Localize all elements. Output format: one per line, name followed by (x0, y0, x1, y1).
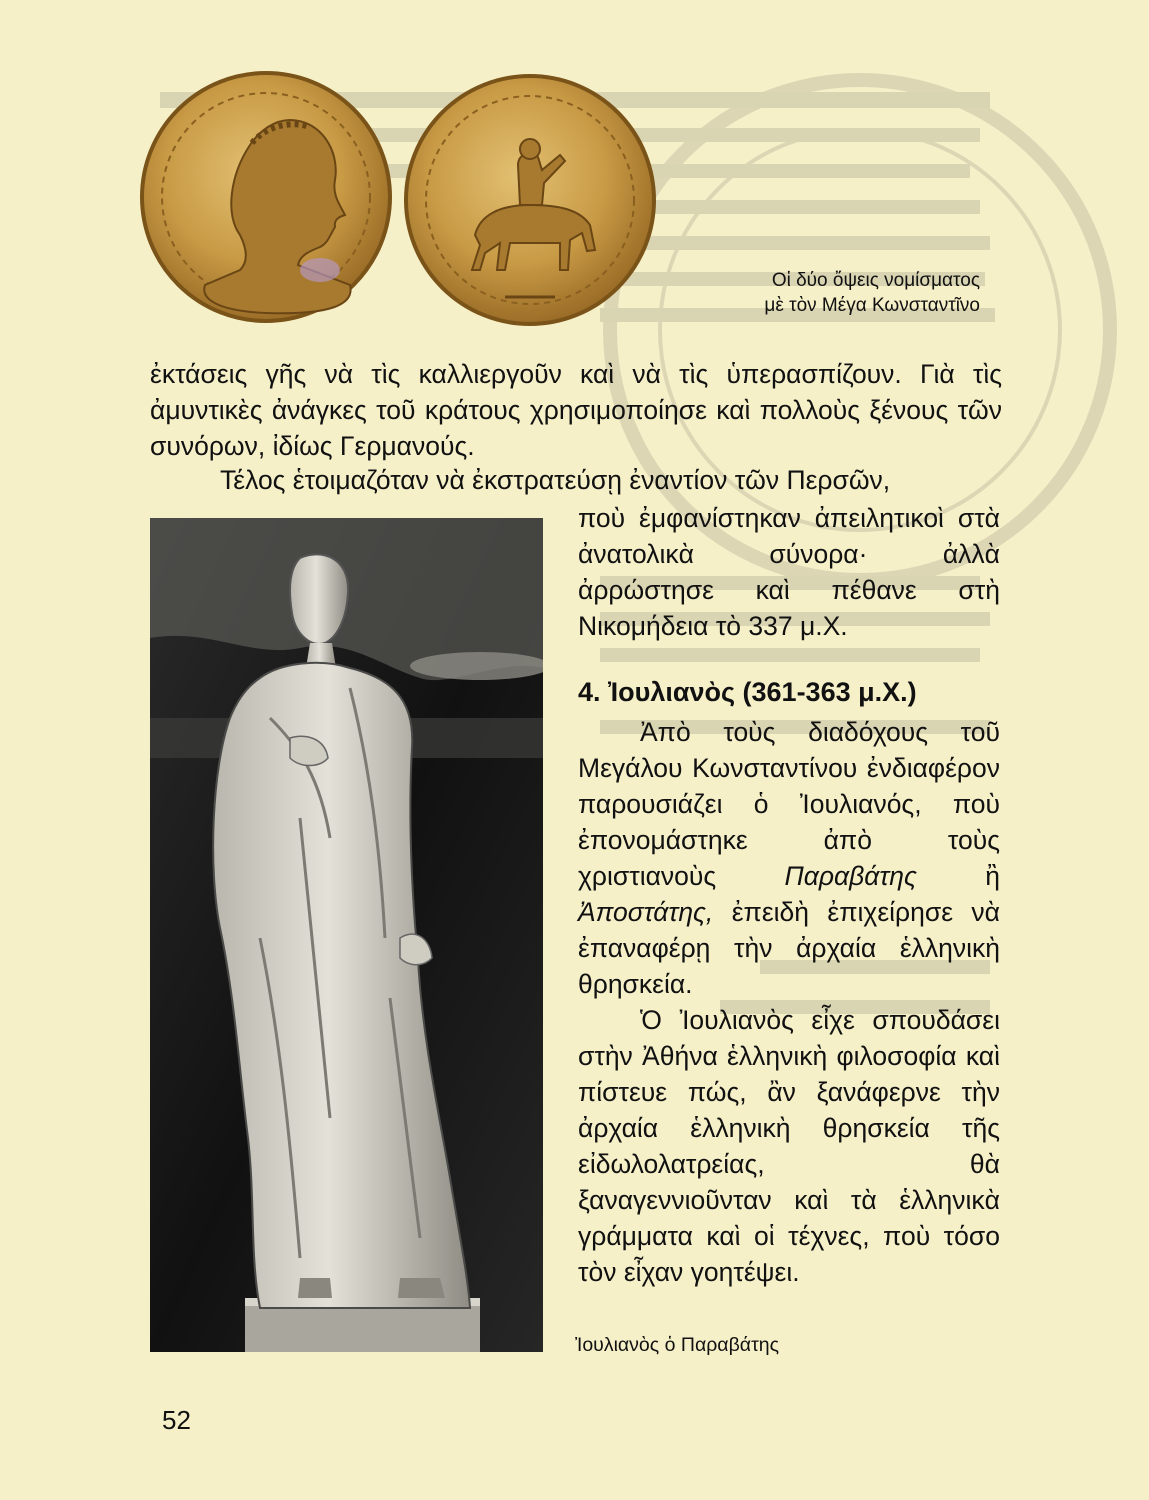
paragraph-3-text-a: Ἀπὸ τοὺς διαδόχους τοῦ Μεγάλου Κωνσταντίνου ἐνδιαφέρον παρουσιάζει ὁ Ἰουλιανός, ποὺ ἐπονομάστηκε ἀπὸ τοὺς χριστιανοὺς (578, 717, 1000, 891)
paragraph-3 (578, 714, 1000, 1002)
paragraph-3-text-c: ἐπειδὴ ἐπιχείρησε νὰ ἐπαναφέρῃ τὴν ἀρχαία ἑλληνικὴ θρησκεία. (578, 897, 1000, 999)
coin-images (140, 65, 660, 335)
coin-caption (600, 268, 980, 318)
paragraph-1: ἐκτάσεις γῆς νὰ τὶς καλλιεργοῦν καὶ νὰ τὶς ὑπερασπίζουν. Γιὰ τὶς ἀμυντικὲς ἀνάγκες τοῦ κράτους χρησιμοποίησε καὶ πολλοὺς ξένους τῶν συνόρων, ἰδίως Γερμανούς. (150, 359, 1002, 461)
term-apostatis: Ἀποστάτης, (578, 897, 714, 927)
coin-obverse (142, 73, 390, 321)
coin-caption-line-1: Οἱ δύο ὄψεις νομίσματος (771, 270, 980, 291)
section-heading-julian: 4. Ἰουλιανὸς (361-363 μ.Χ.) (578, 677, 917, 707)
paragraph-2-start: Τέλος ἑτοιμαζόταν νὰ ἐκστρατεύσῃ ἐναντίον τῶν Περσῶν, (220, 465, 891, 495)
statue-photo (150, 518, 543, 1352)
paragraph-3-text-b: ἢ (916, 861, 1000, 891)
paragraph-2-continued: ποὺ ἐμφανίστηκαν ἀπειλητικοὶ στὰ ἀνατολικὰ σύνορα· ἀλλὰ ἀρρώστησε καὶ πέθανε στὴ Νικομήδεια τὸ 337 μ.Χ. (578, 503, 1000, 641)
paragraph-4: Ὁ Ἰουλιανὸς εἶχε σπουδάσει στὴν Ἀθήνα ἑλληνικὴ φιλοσοφία καὶ πίστευε πώς, ἂν ξανάφερνε τὴν ἀρχαία ἑλληνικὴ θρησκεία τῆς εἰδωλολατρείας, θὰ ξαναγεννιοῦνταν καὶ τὰ ἑλληνικὰ γράμματα καὶ οἱ τέχνες, ποὺ τόσο τὸν εἶχαν γοητέψει. (578, 1005, 1000, 1287)
term-paravatis: Παραβάτης (784, 861, 917, 891)
coin-caption-line-2: μὲ τὸν Μέγα Κωνσταντῖνο (764, 295, 980, 316)
statue-caption: Ἰουλιανὸς ὁ Παραβάτης (575, 1334, 780, 1356)
page-number: 52 (162, 1405, 191, 1435)
